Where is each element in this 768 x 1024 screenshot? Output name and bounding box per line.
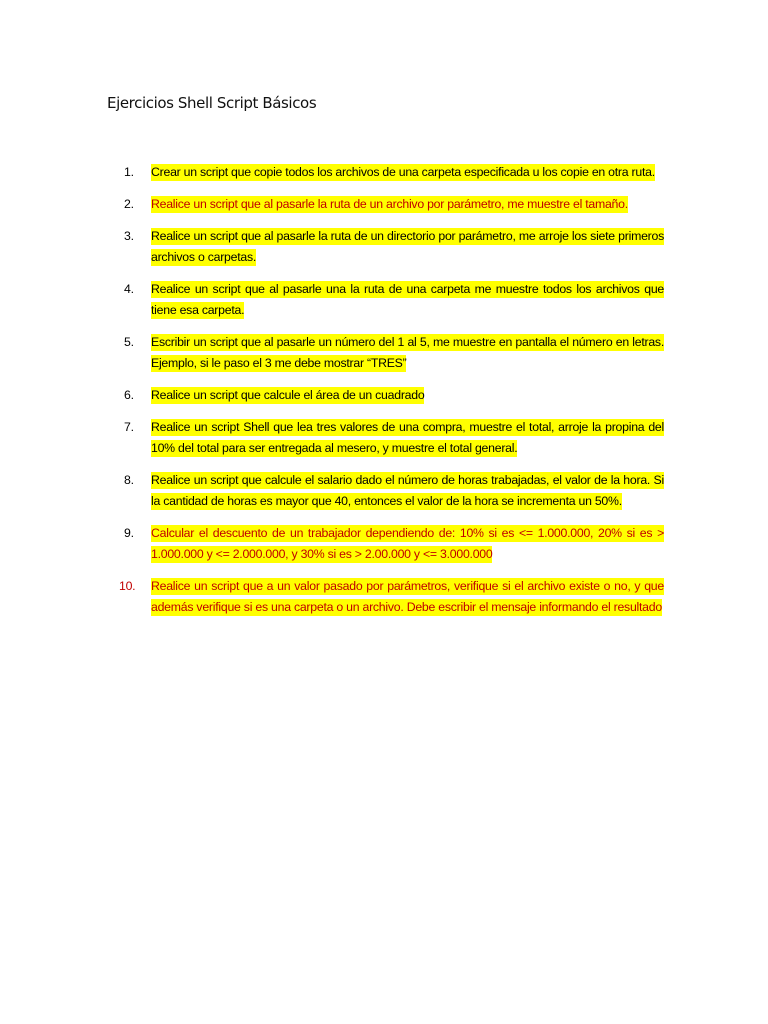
item-number: 7. bbox=[124, 420, 134, 434]
list-item bbox=[124, 226, 664, 268]
list-item bbox=[124, 523, 664, 565]
list-item bbox=[124, 470, 664, 512]
list-item bbox=[119, 576, 664, 618]
item-text: Realice un script que al pasarle la ruta de un archivo por parámetro, me muestre el tamaño. bbox=[151, 197, 628, 211]
list-item bbox=[124, 385, 664, 406]
item-number: 8. bbox=[124, 473, 134, 487]
exercise-list bbox=[119, 162, 664, 629]
item-text: Realice un script Shell que lea tres valores de una compra, muestre el total, arroje la propina del 10% del total para ser entregada al mesero, y muestre el total general. bbox=[151, 420, 664, 455]
list-item bbox=[124, 279, 664, 321]
item-text: Realice un script que calcule el salario dado el número de horas trabajadas, el valor de la hora. Si la cantidad de horas es mayor que 40, entonces el valor de la hora se incrementa un 50%. bbox=[151, 473, 664, 508]
item-text: Realice un script que al pasarle una la ruta de una carpeta me muestre todos los archivos que tiene esa carpeta. bbox=[151, 282, 664, 317]
list-item bbox=[124, 417, 664, 459]
item-number: 1. bbox=[124, 165, 134, 179]
item-number: 2. bbox=[124, 197, 134, 211]
list-item bbox=[124, 162, 664, 183]
document-title: Ejercicios Shell Script Básicos bbox=[107, 94, 317, 112]
item-text: Realice un script que al pasarle la ruta de un directorio por parámetro, me arroje los siete primeros archivos o carpetas. bbox=[151, 229, 664, 264]
item-number: 3. bbox=[124, 229, 134, 243]
item-number: 4. bbox=[124, 282, 134, 296]
item-text: Escribir un script que al pasarle un número del 1 al 5, me muestre en pantalla el número en letras. Ejemplo, si le paso el 3 me debe mostrar “TRES” bbox=[151, 335, 664, 370]
list-item bbox=[124, 194, 664, 215]
item-number: 10. bbox=[119, 579, 136, 593]
item-number: 9. bbox=[124, 526, 134, 540]
item-number: 6. bbox=[124, 388, 134, 402]
list-item bbox=[124, 332, 664, 374]
item-text: Realice un script que calcule el área de un cuadrado bbox=[151, 388, 425, 402]
item-text: Calcular el descuento de un trabajador dependiendo de: 10% si es <= 1.000.000, 20% si es > 1.000.000 y <= 2.000.000, y 30% si es > 2.00.000 y <= 3.000.000 bbox=[151, 526, 664, 561]
item-text: Realice un script que a un valor pasado por parámetros, verifique si el archivo existe o no, y que además verifique si es una carpeta o un archivo. Debe escribir el mensaje informando el resultado bbox=[151, 579, 664, 614]
item-text: Crear un script que copie todos los archivos de una carpeta especificada u los copie en otra ruta. bbox=[151, 165, 655, 179]
item-number: 5. bbox=[124, 335, 134, 349]
